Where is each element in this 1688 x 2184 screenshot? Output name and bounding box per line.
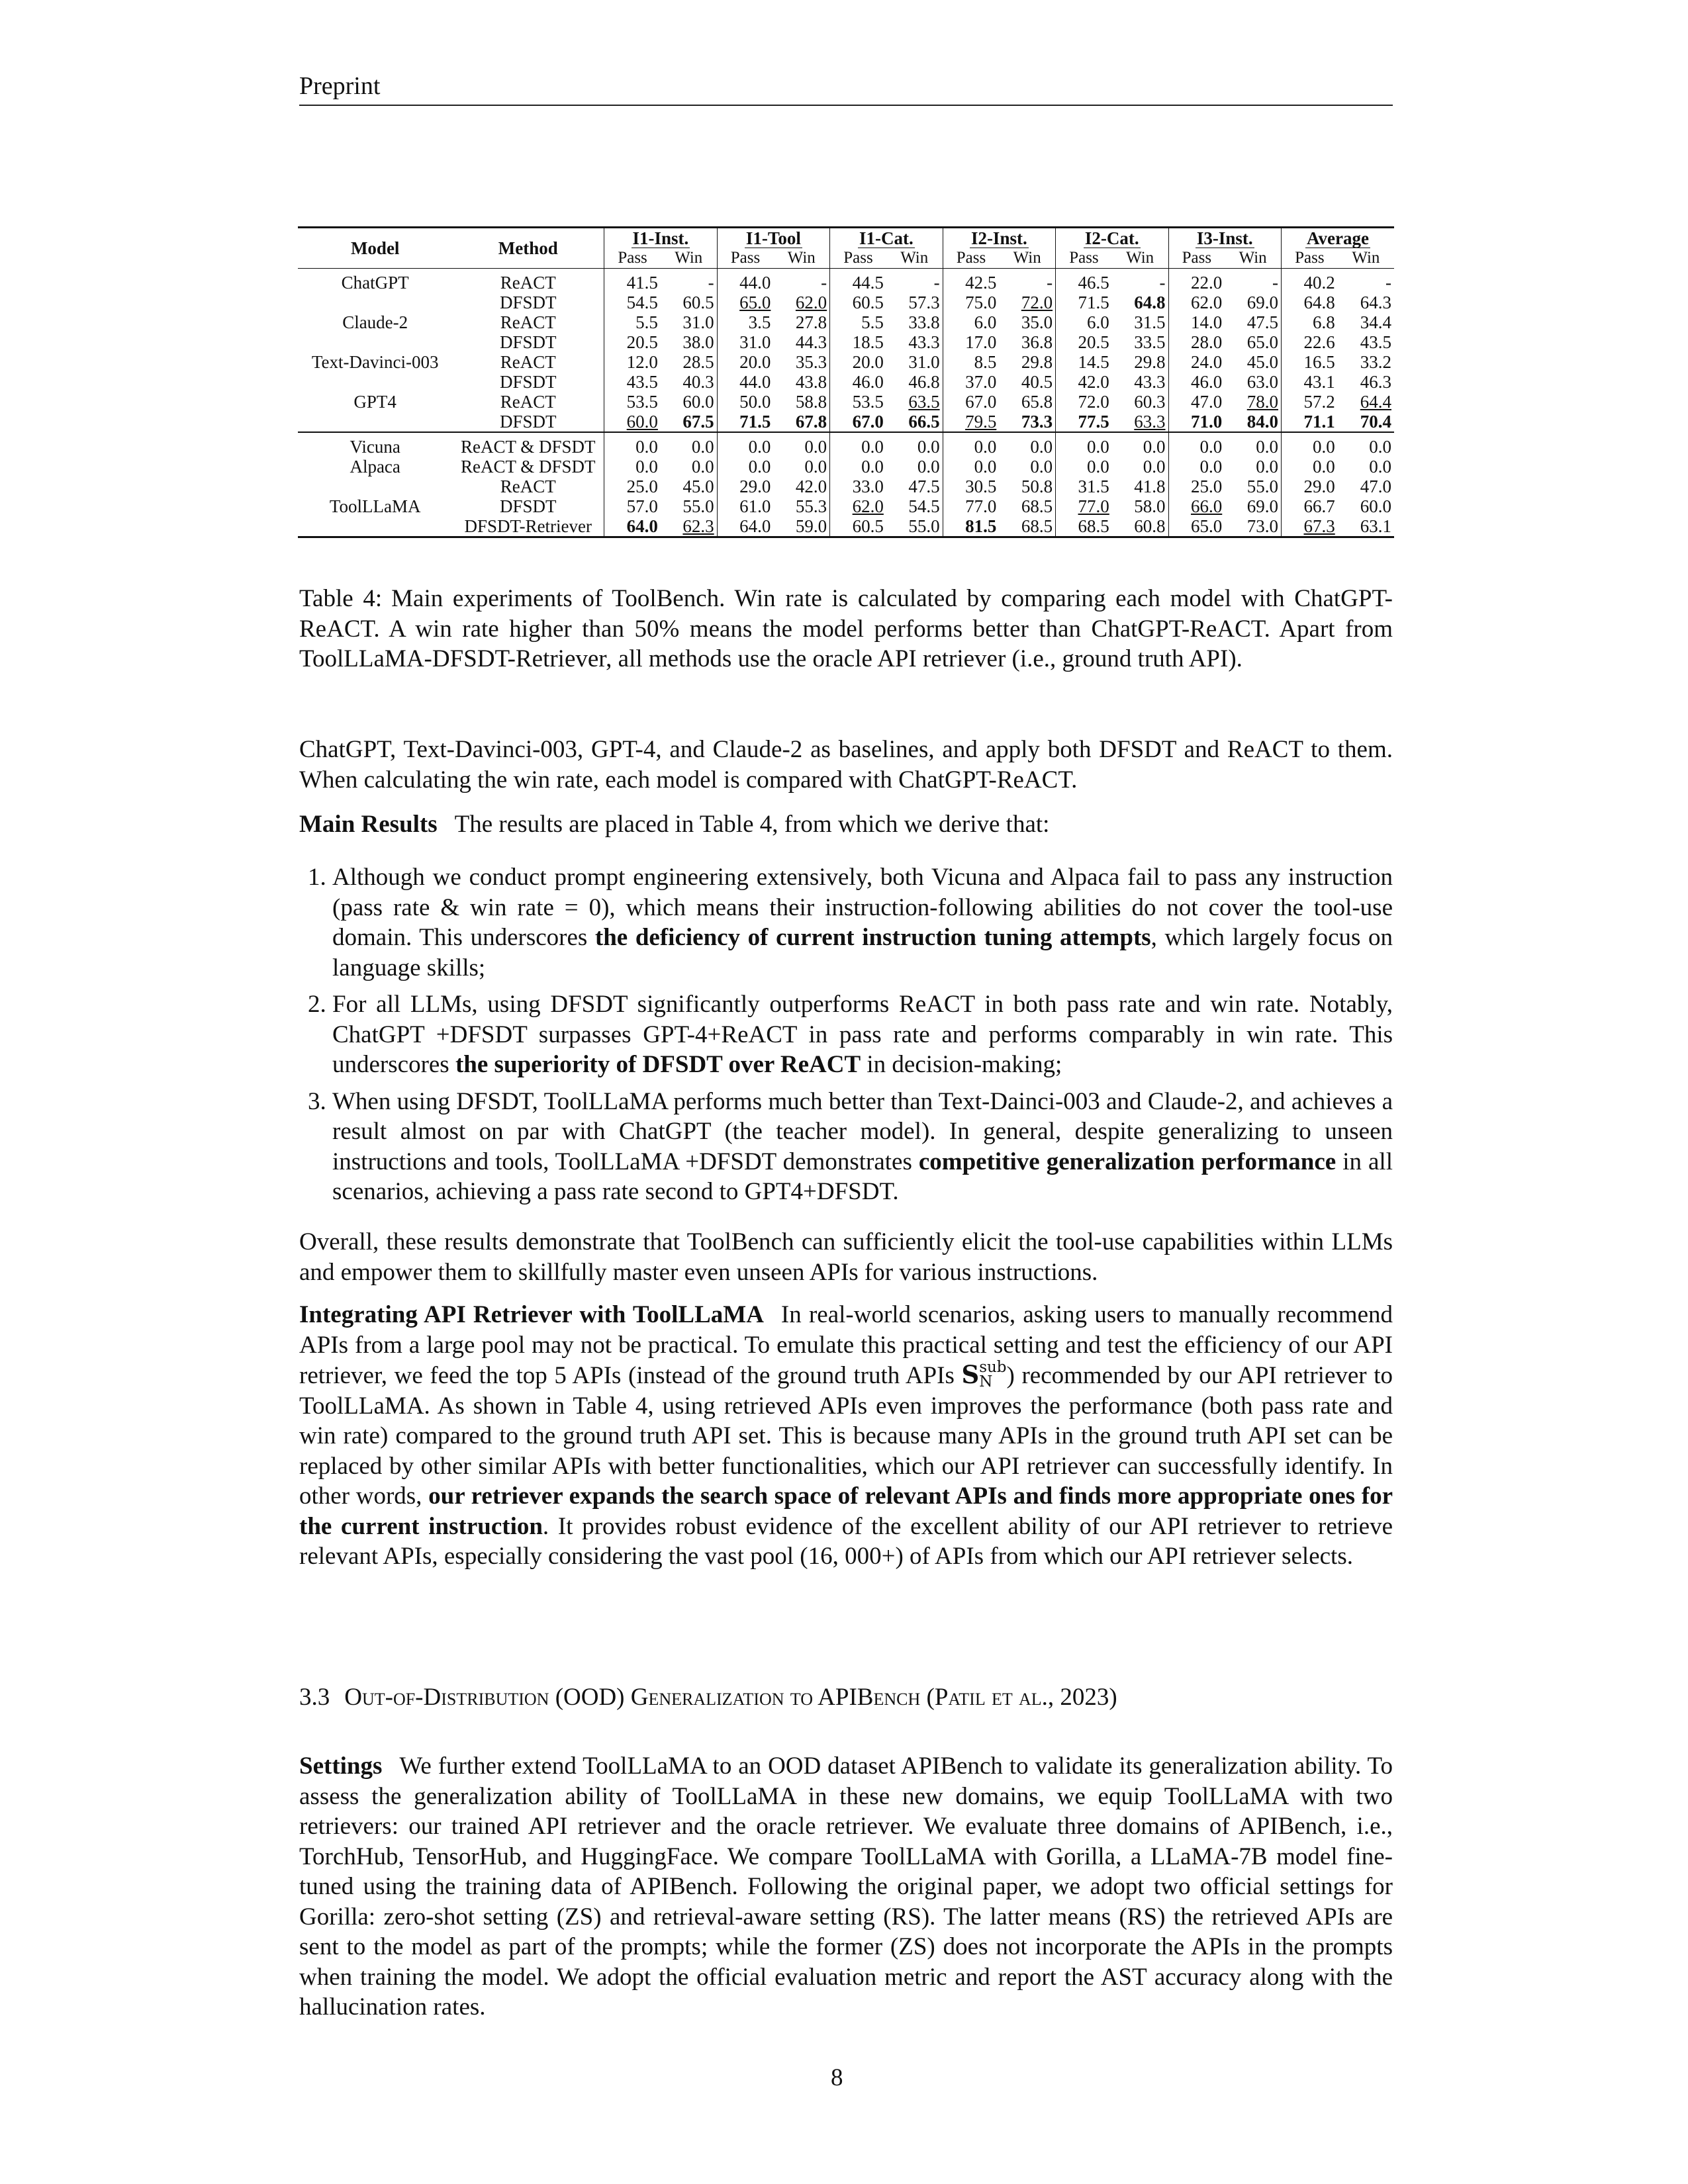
cell-value: 0.0 — [691, 457, 714, 477]
overall-paragraph: Overall, these results demonstrate that ToolBench can sufficiently elicit the tool-use capabilities within LLMs and empower them to skillfully master even unseen APIs for various instructions. — [299, 1228, 1393, 1286]
cell-value: 81.5 — [943, 516, 999, 537]
cell-value: 35.3 — [795, 352, 827, 372]
cell-value: 58.0 — [1134, 496, 1166, 516]
cell-value: 58.8 — [795, 392, 827, 412]
subheader-pass: Pass — [830, 248, 886, 269]
cell-value: 0.0 — [886, 432, 943, 457]
cell-value: 67.0 — [943, 392, 999, 412]
cell-value: 65.0 — [1168, 516, 1225, 537]
cell-value: 59.0 — [773, 516, 829, 537]
cell-value: 57.0 — [604, 496, 661, 516]
cell-value: 0.0 — [999, 432, 1055, 457]
cell-value: 60.5 — [830, 516, 886, 537]
cell-model: GPT4 — [353, 392, 397, 412]
cell-value: 77.0 — [943, 496, 999, 516]
cell-value: 54.5 — [604, 293, 661, 312]
cell-value: 0.0 — [604, 432, 661, 457]
group-header: I1-Tool — [717, 228, 829, 249]
main-results-heading: Main Results — [299, 811, 438, 838]
cell-value: 31.0 — [717, 332, 773, 352]
cell-value: 46.5 — [1056, 269, 1112, 293]
cell-value: 0.0 — [804, 457, 827, 477]
cell-value: 0.0 — [830, 432, 886, 457]
cell-value: 30.5 — [943, 477, 999, 496]
cell-method: ReACT & DFSDT — [452, 432, 604, 457]
cell-value: 0.0 — [1256, 457, 1278, 477]
cell-value: 29.0 — [717, 477, 773, 496]
cell-value: 8.5 — [943, 352, 999, 372]
cell-value: 43.3 — [1134, 372, 1166, 392]
cell-value: 44.0 — [717, 372, 773, 392]
cell-value: 62.0 — [830, 496, 886, 516]
cell-value: 62.0 — [795, 293, 827, 312]
cell-value: 0.0 — [1056, 457, 1112, 477]
cell-value: - — [999, 269, 1055, 293]
cell-value: 42.0 — [1056, 372, 1112, 392]
cell-value: 25.0 — [1168, 477, 1225, 496]
cell-value: 64.8 — [1134, 293, 1166, 312]
cell-value: 68.5 — [1021, 496, 1053, 516]
findings-list — [299, 862, 1393, 1214]
cell-value: 42.5 — [943, 269, 999, 293]
table-row — [298, 352, 1394, 372]
cell-value: 31.5 — [1056, 477, 1112, 496]
cell-value: 43.8 — [795, 372, 827, 392]
group-header: I3-Inst. — [1168, 228, 1281, 249]
cell-value: 67.8 — [795, 412, 827, 432]
section-heading — [299, 1682, 1393, 1713]
cell-value: 43.5 — [1360, 332, 1391, 352]
cell-value: 67.5 — [682, 412, 714, 432]
subheader-pass: Pass — [943, 248, 999, 269]
cell-value: 67.0 — [830, 412, 886, 432]
math-symbol: S sub N — [961, 1358, 1007, 1390]
cell-value: 66.0 — [1168, 496, 1225, 516]
cell-value: 53.5 — [830, 392, 886, 412]
cell-value: 44.5 — [830, 269, 886, 293]
cell-value: 0.0 — [1282, 457, 1338, 477]
settings-text: We further extend ToolLLaMA to an OOD dataset APIBench to validate its generalization ability. To assess the generalization ability of ToolLLaMA in these new domains, we equip ToolLLaMA with two retrievers: our trained API retriever and the oracle retriever. We evaluate three domains of APIBench, i.e., TorchHub, TensorHub, and HuggingFace. We compare ToolLLaMA with Gorilla, a LLaMA-7B model fine-tuned using the training data of APIBench. Following the original paper, we adopt two official settings for Gorilla: zero-shot setting (ZS) and retrieval-aware setting (RS). The latter means (RS) the retrieved APIs are sent to the model as part of the prompts; while the former (ZS) does not incorporate the APIs in the prompts when training the model. We adopt the official evaluation metric and report the AST accuracy along with the hallucination rates. — [299, 1752, 1393, 2021]
table-row — [298, 392, 1394, 412]
cell-value: 46.3 — [1360, 372, 1391, 392]
cell-value: 71.0 — [1168, 412, 1225, 432]
page-number: 8 — [831, 2064, 843, 2091]
cell-value: 55.3 — [795, 496, 827, 516]
cell-value: 12.0 — [604, 352, 661, 372]
cell-value: 0.0 — [1369, 457, 1391, 477]
cell-value: 0.0 — [717, 457, 773, 477]
cell-value: 16.5 — [1282, 352, 1338, 372]
cell-value: 77.5 — [1056, 412, 1112, 432]
cell-value: 0.0 — [604, 457, 661, 477]
settings-heading: Settings — [299, 1752, 383, 1780]
cell-value: 72.0 — [1021, 293, 1053, 312]
cell-value: 46.8 — [908, 372, 940, 392]
cell-value: 0.0 — [830, 457, 886, 477]
cell-model — [298, 477, 452, 496]
subheader-win: Win — [787, 249, 816, 267]
cell-value: 46.0 — [1168, 372, 1225, 392]
cell-method: DFSDT — [500, 332, 557, 352]
cell-value: 44.3 — [795, 332, 827, 352]
cell-value: 60.5 — [682, 293, 714, 312]
table-row — [298, 293, 1394, 312]
cell-method: ReACT — [500, 392, 556, 412]
cell-value: 64.8 — [1282, 293, 1338, 312]
cell-value: 0.0 — [917, 457, 940, 477]
table-row — [298, 432, 1394, 457]
cell-value: 63.5 — [908, 392, 940, 412]
cell-value: 63.0 — [1246, 372, 1278, 392]
cell-value: 75.0 — [943, 293, 999, 312]
cell-value: 29.8 — [1021, 352, 1053, 372]
cell-value: 34.4 — [1360, 312, 1391, 332]
subheader-win: Win — [675, 249, 703, 267]
cell-model — [298, 293, 452, 312]
cell-value: 64.4 — [1360, 392, 1391, 412]
cell-value: - — [773, 269, 829, 293]
section-number: 3.3 — [299, 1684, 330, 1711]
subheader-win: Win — [1126, 249, 1154, 267]
cell-value: 55.0 — [886, 516, 943, 537]
cell-value: 0.0 — [1168, 432, 1225, 457]
cell-value: 50.0 — [717, 392, 773, 412]
cell-value: 24.0 — [1168, 352, 1225, 372]
cell-value: 60.0 — [604, 412, 661, 432]
cell-value: 36.8 — [1021, 332, 1053, 352]
cell-value: 42.0 — [795, 477, 827, 496]
cell-value: 64.0 — [604, 516, 661, 537]
cell-method: DFSDT — [500, 496, 557, 516]
cell-method: ReACT — [452, 269, 604, 293]
caption-text: Main experiments of ToolBench. Win rate is calculated by comparing each model with ChatGPT-ReACT. A win rate higher than 50% means the model performs better than ChatGPT-ReACT. Apart from ToolLLaMA-DFSDT-Retriever, all methods use the oracle API retriever (i.e., ground truth API). — [299, 585, 1393, 672]
cell-value: 0.0 — [1282, 432, 1338, 457]
group-header: I1-Inst. — [604, 228, 717, 249]
cell-value: 22.0 — [1168, 269, 1225, 293]
subheader-pass: Pass — [717, 248, 773, 269]
cell-value: 20.5 — [1056, 332, 1112, 352]
cell-value: 31.0 — [682, 312, 714, 332]
cell-value: 40.2 — [1282, 269, 1338, 293]
cell-value: 70.4 — [1360, 412, 1391, 432]
cell-value: 33.8 — [908, 312, 940, 332]
cell-value: 31.0 — [908, 352, 940, 372]
cell-value: 62.3 — [661, 516, 717, 537]
table-caption — [299, 584, 1393, 674]
cell-value: 71.5 — [717, 412, 773, 432]
cell-value: 68.5 — [1056, 516, 1112, 537]
cell-value: 0.0 — [1143, 457, 1166, 477]
cell-value: 72.0 — [1056, 392, 1112, 412]
cell-value: 68.5 — [999, 516, 1055, 537]
table-row — [298, 496, 1394, 516]
cell-value: 20.5 — [604, 332, 661, 352]
group-header: I2-Inst. — [943, 228, 1055, 249]
cell-value: 40.3 — [682, 372, 714, 392]
cell-value: 29.0 — [1282, 477, 1338, 496]
cell-model — [298, 372, 452, 392]
cell-value: 3.5 — [717, 312, 773, 332]
cell-value: 14.0 — [1168, 312, 1225, 332]
cell-value: 65.0 — [1246, 332, 1278, 352]
cell-value: 41.5 — [604, 269, 661, 293]
group-header: I1-Cat. — [830, 228, 943, 249]
cell-model: Claude-2 — [342, 312, 408, 332]
cell-value: 40.5 — [1021, 372, 1053, 392]
table-row — [298, 457, 1394, 477]
cell-value: 77.0 — [1056, 496, 1112, 516]
cell-value: 79.5 — [943, 412, 999, 432]
cell-value: 47.0 — [1168, 392, 1225, 412]
cell-value: 38.0 — [682, 332, 714, 352]
cell-value: 84.0 — [1246, 412, 1278, 432]
cell-value: 5.5 — [604, 312, 661, 332]
subheader-pass: Pass — [604, 248, 661, 269]
cell-value: 63.3 — [1134, 412, 1166, 432]
col-header-method: Method — [452, 228, 604, 269]
cell-value: 63.1 — [1338, 516, 1394, 537]
cell-model: Text-Davinci-003 — [311, 352, 439, 372]
subheader-pass: Pass — [1282, 248, 1338, 269]
section-title: Out-of-Distribution (OOD) Generalization to APIBench (Patil et al., 2023) — [344, 1684, 1117, 1711]
cell-value: 27.8 — [795, 312, 827, 332]
cell-value: - — [1112, 269, 1168, 293]
cell-value: 71.5 — [1056, 293, 1112, 312]
cell-value: 43.3 — [908, 332, 940, 352]
cell-value: 25.0 — [604, 477, 661, 496]
table-row — [298, 269, 1394, 293]
cell-value: 43.5 — [604, 372, 661, 392]
subheader-win: Win — [1013, 249, 1041, 267]
cell-value: 28.0 — [1168, 332, 1225, 352]
cell-value: 33.2 — [1360, 352, 1391, 372]
cell-value: 22.6 — [1282, 332, 1338, 352]
cell-value: 66.5 — [908, 412, 940, 432]
cell-method: ReACT — [500, 312, 556, 332]
cell-method: ReACT — [500, 477, 556, 496]
cell-value: 0.0 — [1112, 432, 1168, 457]
cell-value: 57.3 — [908, 293, 940, 312]
cell-value: 64.3 — [1360, 293, 1391, 312]
cell-value: 47.5 — [1246, 312, 1278, 332]
cell-value: 0.0 — [1056, 432, 1112, 457]
cell-value: 45.0 — [682, 477, 714, 496]
subheader-pass: Pass — [1056, 248, 1112, 269]
table-row — [298, 372, 1394, 392]
cell-method: DFSDT-Retriever — [452, 516, 604, 537]
cell-value: 20.0 — [717, 352, 773, 372]
cell-value: - — [1338, 269, 1394, 293]
running-header — [299, 71, 1393, 106]
cell-value: 47.0 — [1360, 477, 1391, 496]
col-header-model: Model — [298, 228, 452, 269]
cell-value: 50.8 — [1021, 477, 1053, 496]
results-table-container — [298, 226, 1394, 538]
list-item: 3. When using DFSDT, ToolLLaMA performs much better than Text-Dainci-003 and Claude-2, and achieves a result almost on par with ChatGPT (the teacher model). In general, despite generalizing to unseen instructions and tools, ToolLLaMA +DFSDT demonstrates competitive generalization performance in all scenarios, achieving a pass rate second to GPT4+DFSDT. — [332, 1087, 1393, 1207]
cell-value: 33.5 — [1134, 332, 1166, 352]
cell-value: 6.0 — [1056, 312, 1112, 332]
cell-value: 20.0 — [830, 352, 886, 372]
cell-value: 45.0 — [1246, 352, 1278, 372]
cell-value: 64.0 — [717, 516, 773, 537]
cell-value: 71.1 — [1282, 412, 1338, 432]
subheader-win: Win — [900, 249, 929, 267]
group-header: Average — [1282, 228, 1395, 249]
cell-value: 31.5 — [1134, 312, 1166, 332]
subheader-pass: Pass — [1168, 248, 1225, 269]
cell-value: 0.0 — [1168, 457, 1225, 477]
cell-value: 44.0 — [717, 269, 773, 293]
cell-value: 35.0 — [1021, 312, 1053, 332]
cell-value: 47.5 — [908, 477, 940, 496]
cell-value: 37.0 — [943, 372, 999, 392]
cell-value: 61.0 — [717, 496, 773, 516]
cell-value: 60.0 — [1360, 496, 1391, 516]
cell-value: 73.3 — [1021, 412, 1053, 432]
cell-value: 57.2 — [1282, 392, 1338, 412]
cell-value: 17.0 — [943, 332, 999, 352]
cell-value: 6.0 — [943, 312, 999, 332]
cell-value: 0.0 — [661, 432, 717, 457]
cell-method: DFSDT — [500, 412, 557, 432]
cell-value: 69.0 — [1246, 293, 1278, 312]
settings-paragraph — [299, 1751, 1393, 2023]
cell-value: 0.0 — [943, 432, 999, 457]
cell-value: 41.8 — [1134, 477, 1166, 496]
cell-value: 73.0 — [1225, 516, 1281, 537]
cell-model: ChatGPT — [298, 269, 452, 293]
cell-value: 65.8 — [1021, 392, 1053, 412]
cell-method: ReACT — [500, 352, 556, 372]
list-item: 2. For all LLMs, using DFSDT significantly outperforms ReACT in both pass rate and win rate. Notably, ChatGPT +DFSDT surpasses GPT-4+ReACT in pass rate and performs comparably in win rate. This underscores the superiority of DFSDT over ReACT in decision-making; — [332, 989, 1393, 1080]
cell-value: 0.0 — [1030, 457, 1053, 477]
cell-value: 69.0 — [1246, 496, 1278, 516]
caption-label: Table 4: — [299, 585, 383, 612]
group-header: I2-Cat. — [1056, 228, 1168, 249]
cell-method: DFSDT — [500, 293, 557, 312]
cell-value: 0.0 — [943, 457, 999, 477]
table-row — [298, 332, 1394, 352]
cell-value: 60.8 — [1112, 516, 1168, 537]
cell-value: 60.3 — [1134, 392, 1166, 412]
cell-model: Vicuna — [298, 432, 452, 457]
cell-model: ToolLLaMA — [329, 496, 421, 516]
subheader-win: Win — [1352, 249, 1380, 267]
table-row — [298, 516, 1394, 537]
cell-value: 0.0 — [1338, 432, 1394, 457]
header-label: Preprint — [299, 72, 381, 100]
cell-value: 28.5 — [682, 352, 714, 372]
cell-value: 55.0 — [682, 496, 714, 516]
cell-model: Alpaca — [350, 457, 400, 477]
cell-method: DFSDT — [500, 372, 557, 392]
cell-value: 6.8 — [1282, 312, 1338, 332]
cell-value: 33.0 — [830, 477, 886, 496]
cell-value: 53.5 — [604, 392, 661, 412]
cell-value: 78.0 — [1246, 392, 1278, 412]
cell-value: 5.5 — [830, 312, 886, 332]
retriever-heading: Integrating API Retriever with ToolLLaMA — [299, 1301, 764, 1328]
cell-value: 43.1 — [1282, 372, 1338, 392]
cell-value: 55.0 — [1246, 477, 1278, 496]
cell-value: - — [886, 269, 943, 293]
cell-model — [298, 412, 452, 432]
cell-value: 54.5 — [908, 496, 940, 516]
cell-model — [298, 332, 452, 352]
cell-value: 0.0 — [717, 432, 773, 457]
table-row — [298, 477, 1394, 496]
table-row — [298, 312, 1394, 332]
cell-method: ReACT & DFSDT — [461, 457, 596, 477]
cell-value: 29.8 — [1134, 352, 1166, 372]
list-item: 1. Although we conduct prompt engineering extensively, both Vicuna and Alpaca fail to pass any instruction (pass rate & win rate = 0), which means their instruction-following abilities do not cover the tool-use domain. This underscores the deficiency of current instruction tuning attempts, which largely focus on language skills; — [332, 862, 1393, 983]
main-results-paragraph — [299, 809, 1393, 840]
cell-value: 60.5 — [830, 293, 886, 312]
cell-value: 62.0 — [1168, 293, 1225, 312]
cell-value: 66.7 — [1282, 496, 1338, 516]
main-results-text: The results are placed in Table 4, from which we derive that: — [454, 811, 1050, 838]
cell-value: 67.3 — [1282, 516, 1338, 537]
cell-value: - — [1225, 269, 1281, 293]
table-row — [298, 412, 1394, 432]
subheader-win: Win — [1239, 249, 1267, 267]
cell-model — [298, 516, 452, 537]
cell-value: - — [661, 269, 717, 293]
cell-value: 46.0 — [830, 372, 886, 392]
cell-value: 0.0 — [1225, 432, 1281, 457]
cell-value: 0.0 — [773, 432, 829, 457]
retriever-paragraph: Integrating API Retriever with ToolLLaMA In real-world scenarios, asking users to manually recommend APIs from a large pool may not be practical. To emulate this practical setting and test the efficiency of our API retriever, we feed the top 5 APIs (instead of the ground truth APIs S sub N ) recommended by our API retriever to ToolLLaMA. As shown in Table 4, using retrieved APIs even improves the performance (both pass rate and win rate) compared to the ground truth API set. This is because many APIs in the ground truth API set can be replaced by other similar APIs with better functionalities, which our API retriever can successfully identify. In other words, our retriever expands the search space of relevant APIs and finds more appropriate ones for the current instruction. It provides robust evidence of the excellent ability of our API retriever to retrieve relevant APIs, especially considering the vast pool (16, 000+) of APIs from which our API retriever selects. — [299, 1301, 1393, 1570]
cell-value: 60.0 — [682, 392, 714, 412]
cell-value: 65.0 — [717, 293, 773, 312]
cell-value: 14.5 — [1056, 352, 1112, 372]
body-paragraph: ChatGPT, Text-Davinci-003, GPT-4, and Claude-2 as baselines, and apply both DFSDT and ReACT to them. When calculating the win rate, each model is compared with ChatGPT-ReACT. — [299, 736, 1393, 794]
results-table — [298, 226, 1394, 538]
cell-value: 18.5 — [830, 332, 886, 352]
